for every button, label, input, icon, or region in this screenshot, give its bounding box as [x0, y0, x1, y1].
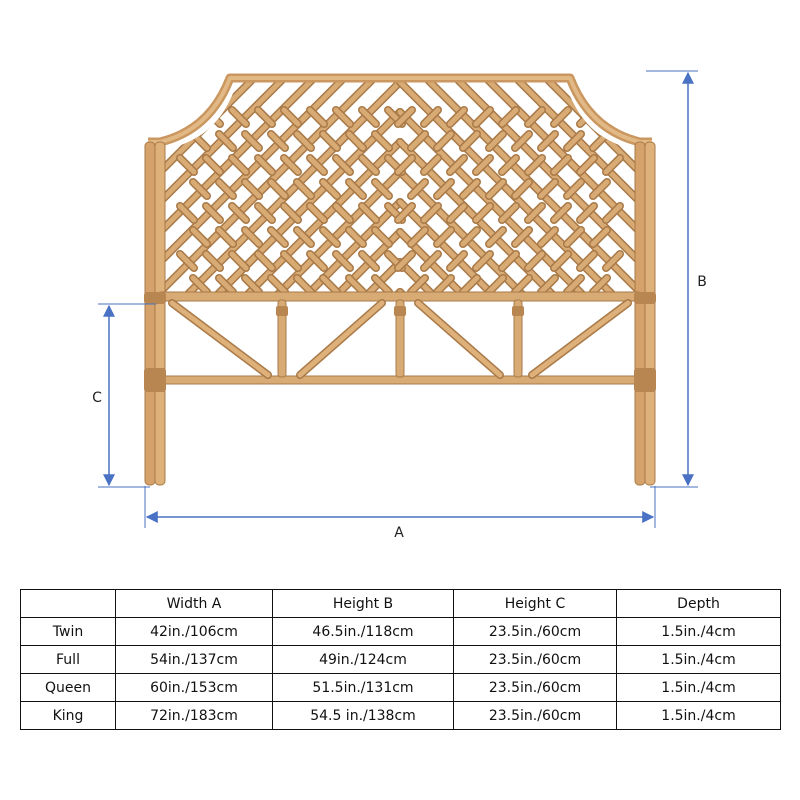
lattice-bar	[140, 322, 400, 560]
dimension-c-label: C	[92, 390, 102, 406]
lattice-bar	[140, 532, 400, 560]
lattice-bar	[606, 110, 620, 124]
headboard-illustration	[140, 0, 660, 560]
lattice-bar	[140, 532, 400, 560]
table-row	[21, 674, 781, 702]
lattice-bar	[140, 292, 400, 552]
lattice-bar	[400, 472, 660, 560]
width-a-cell: 54in./137cm	[116, 646, 273, 674]
lattice-bar	[400, 292, 660, 552]
lattice-bar	[400, 382, 660, 560]
height-c-cell: 23.5in./60cm	[454, 646, 617, 674]
lattice-bar	[400, 532, 660, 560]
lattice-bar	[140, 472, 400, 560]
height-b-cell: 46.5in./118cm	[273, 618, 454, 646]
lattice-bar	[606, 110, 620, 124]
table-header-row	[21, 590, 781, 618]
height-b-cell: 49in./124cm	[273, 646, 454, 674]
lattice-bar	[400, 442, 660, 560]
lattice-bar	[400, 382, 660, 560]
lattice-bar	[180, 110, 194, 124]
depth-cell: 1.5in./4cm	[617, 702, 781, 730]
table-row	[21, 702, 781, 730]
header-cell-height-c: Height C	[454, 590, 617, 618]
height-c-cell: 23.5in./60cm	[454, 618, 617, 646]
lattice-bar	[140, 442, 400, 560]
dimension-b-label: B	[697, 274, 707, 290]
lattice-bar	[400, 442, 660, 560]
header-cell-empty	[21, 590, 116, 618]
dimension-a-label: A	[394, 525, 404, 541]
lattice-bar	[180, 110, 194, 124]
header-cell-height-b: Height B	[273, 590, 454, 618]
header-cell-depth: Depth	[617, 590, 781, 618]
width-a-cell: 60in./153cm	[116, 674, 273, 702]
height-b-cell: 51.5in./131cm	[273, 674, 454, 702]
size-name-cell: King	[21, 702, 116, 730]
lattice-bar	[140, 382, 400, 560]
size-name-cell: Full	[21, 646, 116, 674]
width-a-cell: 72in./183cm	[116, 702, 273, 730]
lattice-bar	[140, 412, 400, 560]
depth-cell: 1.5in./4cm	[617, 674, 781, 702]
table-row	[21, 618, 781, 646]
height-c-cell: 23.5in./60cm	[454, 702, 617, 730]
lattice-bar	[400, 472, 660, 560]
lattice-bar	[140, 502, 400, 560]
size-name-cell: Queen	[21, 674, 116, 702]
table-row	[21, 646, 781, 674]
right-leg	[635, 142, 655, 485]
lattice-bar	[140, 442, 400, 560]
lattice-bar	[400, 292, 660, 552]
chippendale-lattice	[140, 0, 660, 560]
size-name-cell: Twin	[21, 618, 116, 646]
header-cell-width-a: Width A	[116, 590, 273, 618]
lattice-bar	[140, 502, 400, 560]
lattice-bar	[140, 472, 400, 560]
height-c-cell: 23.5in./60cm	[454, 674, 617, 702]
lattice-bar	[140, 292, 400, 552]
lattice-bar	[140, 382, 400, 560]
left-leg	[145, 142, 165, 485]
height-b-cell: 54.5 in./138cm	[273, 702, 454, 730]
lattice-bar	[140, 322, 400, 560]
depth-cell: 1.5in./4cm	[617, 618, 781, 646]
lattice-bar	[400, 502, 660, 560]
lattice-bar	[400, 412, 660, 560]
lattice-bar	[400, 322, 660, 560]
lattice-bar	[400, 532, 660, 560]
width-a-cell: 42in./106cm	[116, 618, 273, 646]
size-specification-table	[20, 589, 781, 730]
lattice-bar	[400, 502, 660, 560]
lattice-bar	[400, 322, 660, 560]
lattice-bar	[140, 412, 400, 560]
depth-cell: 1.5in./4cm	[617, 646, 781, 674]
lattice-bar	[400, 412, 660, 560]
